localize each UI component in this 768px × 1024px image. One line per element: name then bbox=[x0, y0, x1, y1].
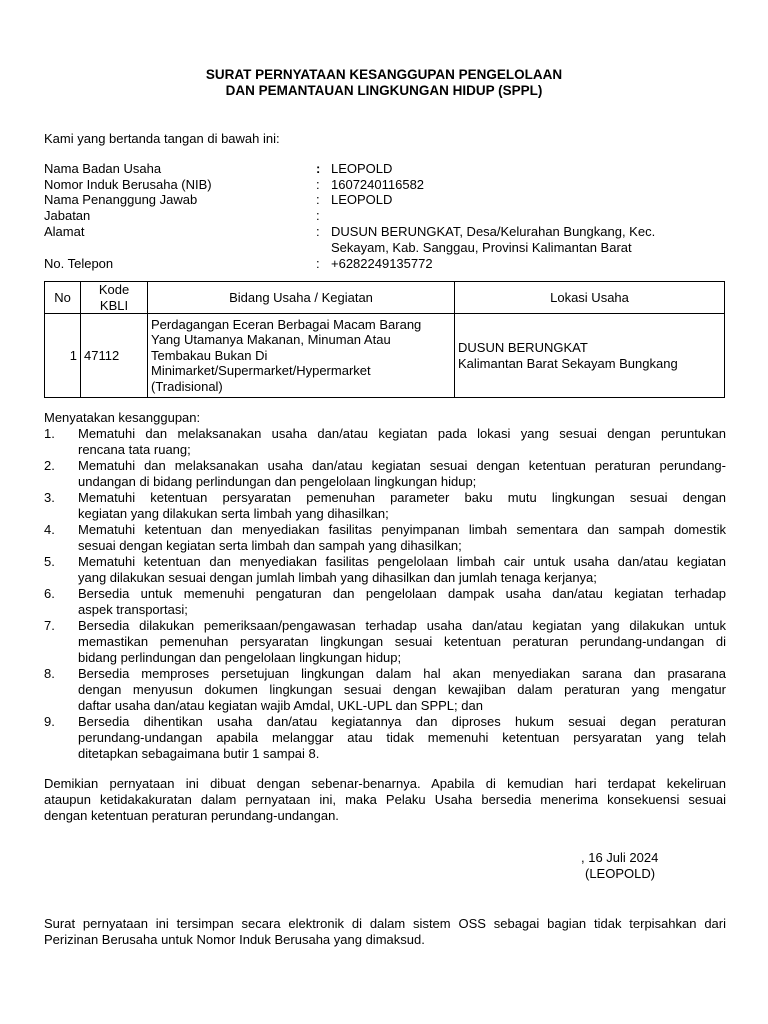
header-kode-kbli bbox=[81, 282, 148, 314]
list-item-line: Mematuhi ketentuan dan menyediakan fasilitas pengelolaan limbah cair untuk usaha dan/atau kegiatan bbox=[78, 554, 726, 569]
list-item-line: perundang-undangan apabila melanggar atau tidak memenuhi ketentuan persyaratan yang telah bbox=[78, 730, 726, 745]
list-item-line: kegiatan yang dilakukan serta limbah yang dihasilkan; bbox=[78, 506, 389, 521]
bidang-line: Perdagangan Eceran Berbagai Macam Barang bbox=[151, 316, 422, 332]
field-label-jabatan: Jabatan bbox=[44, 208, 91, 223]
list-item-line: daftar usaha dan/atau kegiatan wajib Amdal, UKL-UPL dan SPPL; dan bbox=[78, 698, 483, 713]
list-item-line: Bersedia dilakukan pemeriksaan/pengawasan terhadap usaha dan/atau kegiatan yang dilakukan untuk bbox=[78, 618, 726, 633]
list-item-line: rencana tata ruang; bbox=[78, 442, 191, 457]
header-lokasi-usaha: Lokasi Usaha bbox=[455, 282, 725, 314]
document-title-line2: DAN PEMANTAUAN LINGKUNGAN HIDUP (SPPL) bbox=[225, 83, 543, 98]
header-no: No bbox=[45, 282, 81, 314]
list-item-line: undangan di bidang perlindungan dan pengelolaan lingkungan hidup; bbox=[78, 474, 477, 489]
field-label-penanggung-jawab: Nama Penanggung Jawab bbox=[44, 192, 198, 207]
field-colon: : bbox=[316, 161, 321, 176]
cell-no: 1 bbox=[45, 314, 81, 398]
field-value-nib: 1607240116582 bbox=[331, 177, 425, 192]
bidang-line: Minimarket/Supermarket/Hypermarket bbox=[151, 363, 371, 379]
field-value-alamat-line2: Sekayam, Kab. Sanggau, Provinsi Kalimantan Barat bbox=[331, 240, 632, 255]
field-colon: : bbox=[316, 224, 320, 239]
header-bidang-usaha: Bidang Usaha / Kegiatan bbox=[148, 282, 455, 314]
kbli-table bbox=[44, 281, 725, 398]
list-item-line: aspek transportasi; bbox=[78, 602, 188, 617]
footer-line: Surat pernyataan ini tersimpan secara elektronik di dalam sistem OSS sebagai bagian tidak terpisahkan dari bbox=[44, 916, 726, 931]
field-colon: : bbox=[316, 256, 320, 271]
field-colon: : bbox=[316, 208, 320, 223]
list-item-number: 1. bbox=[44, 426, 55, 441]
intro-text: Kami yang bertanda tangan di bawah ini: bbox=[44, 131, 280, 146]
list-item-line: Mematuhi ketentuan dan menyediakan fasilitas penyimpanan limbah sementara dan sampah domestik bbox=[78, 522, 726, 537]
list-item-number: 4. bbox=[44, 522, 55, 537]
field-value-penanggung-jawab: LEOPOLD bbox=[331, 192, 393, 207]
list-item-line: Bersedia dihentikan usaha dan/atau kegiatannya dan diproses hukum sesuai degan peraturan bbox=[78, 714, 726, 729]
table-header-row bbox=[45, 282, 725, 314]
list-item-line: Mematuhi ketentuan persyaratan pemenuhan parameter baku mutu lingkungan sesuai dengan bbox=[78, 490, 726, 505]
bidang-line: Yang Utamanya Makanan, Minuman Atau bbox=[151, 332, 391, 348]
list-item-line: Mematuhi dan melaksanakan usaha dan/atau kegiatan pada lokasi yang sesuai dengan peruntukan bbox=[78, 426, 726, 441]
document-title-line1: SURAT PERNYATAAN KESANGGUPAN PENGELOLAAN bbox=[205, 67, 563, 82]
list-item-line: yang dilakukan sesuai dengan jumlah limbah yang dihasilkan dan jumlah tenaga kerjanya; bbox=[78, 570, 597, 585]
lokasi-line: DUSUN BERUNGKAT bbox=[458, 340, 588, 355]
cell-lokasi-usaha bbox=[455, 314, 725, 398]
field-label-nib: Nomor Induk Berusaha (NIB) bbox=[44, 177, 212, 192]
list-item-number: 2. bbox=[44, 458, 55, 473]
signature-date: , 16 Juli 2024 bbox=[581, 850, 659, 865]
field-value-nama-badan-usaha: LEOPOLD bbox=[331, 161, 393, 176]
closing-line: dengan ketentuan peraturan perundang-undangan. bbox=[44, 808, 339, 823]
lokasi-line: Kalimantan Barat Sekayam Bungkang bbox=[458, 355, 678, 371]
list-item-number: 5. bbox=[44, 554, 55, 569]
footer-line: Perizinan Berusaha untuk Nomor Induk Berusaha yang dimaksud. bbox=[44, 932, 425, 947]
list-item-number: 3. bbox=[44, 490, 55, 505]
field-colon: : bbox=[316, 177, 320, 192]
header-kode-line2: KBLI bbox=[99, 297, 129, 313]
list-item-line: ditetapkan sebagaimana butir 1 sampai 8. bbox=[78, 746, 320, 761]
field-colon: : bbox=[316, 192, 320, 207]
bidang-line: Tembakau Bukan Di bbox=[151, 347, 268, 363]
field-label-telepon: No. Telepon bbox=[44, 256, 114, 271]
list-item-number: 9. bbox=[44, 714, 55, 729]
list-item-number: 6. bbox=[44, 586, 55, 601]
statement-heading: Menyatakan kesanggupan: bbox=[44, 410, 201, 425]
table-row bbox=[45, 314, 725, 398]
closing-line: ataupun ketidakakuratan dalam pernyataan ini, maka Pelaku Usaha bersedia menerima konsekuensi sesuai bbox=[44, 792, 726, 807]
field-label-nama-badan-usaha: Nama Badan Usaha bbox=[44, 161, 162, 176]
signature-name: (LEOPOLD) bbox=[585, 866, 656, 881]
closing-line: Demikian pernyataan ini dibuat dengan sebenar-benarnya. Apabila di kemudian hari terdapat kekeliruan bbox=[44, 776, 726, 791]
field-value-telepon: +6282249135772 bbox=[331, 256, 433, 271]
field-label-alamat: Alamat bbox=[44, 224, 85, 239]
list-item-line: memastikan pemenuhan persyaratan lingkungan sesuai ketentuan peraturan perundang-undangan di bbox=[78, 634, 726, 649]
list-item-line: sesuai dengan kegiatan serta limbah dan sampah yang dihasilkan; bbox=[78, 538, 462, 553]
list-item-number: 7. bbox=[44, 618, 55, 633]
list-item-line: Bersedia untuk memenuhi pengaturan dan pengelolaan dampak usaha dan/atau kegiatan terhadap bbox=[78, 586, 726, 601]
field-value-alamat: DUSUN BERUNGKAT, Desa/Kelurahan Bungkang, Kec. bbox=[331, 224, 656, 239]
list-item-line: dengan menyusun dokumen lingkungan sesuai dengan kewajiban dalam peraturan yang mengatur bbox=[78, 682, 726, 697]
bidang-line: (Tradisional) bbox=[151, 378, 223, 394]
list-item-line: bidang perlindungan dan pengelolaan lingkungan hidup; bbox=[78, 650, 402, 665]
list-item-line: Mematuhi dan melaksanakan usaha dan/atau kegiatan sesuai dengan ketentuan peraturan perundang- bbox=[78, 458, 726, 473]
header-kode-line1: Kode bbox=[98, 282, 130, 297]
list-item-line: Bersedia memproses persetujuan lingkungan dalam hal akan menyediakan sarana dan prasarana bbox=[78, 666, 726, 681]
list-item-number: 8. bbox=[44, 666, 55, 681]
cell-bidang-usaha bbox=[148, 314, 455, 398]
cell-kode-kbli: 47112 bbox=[81, 314, 148, 398]
